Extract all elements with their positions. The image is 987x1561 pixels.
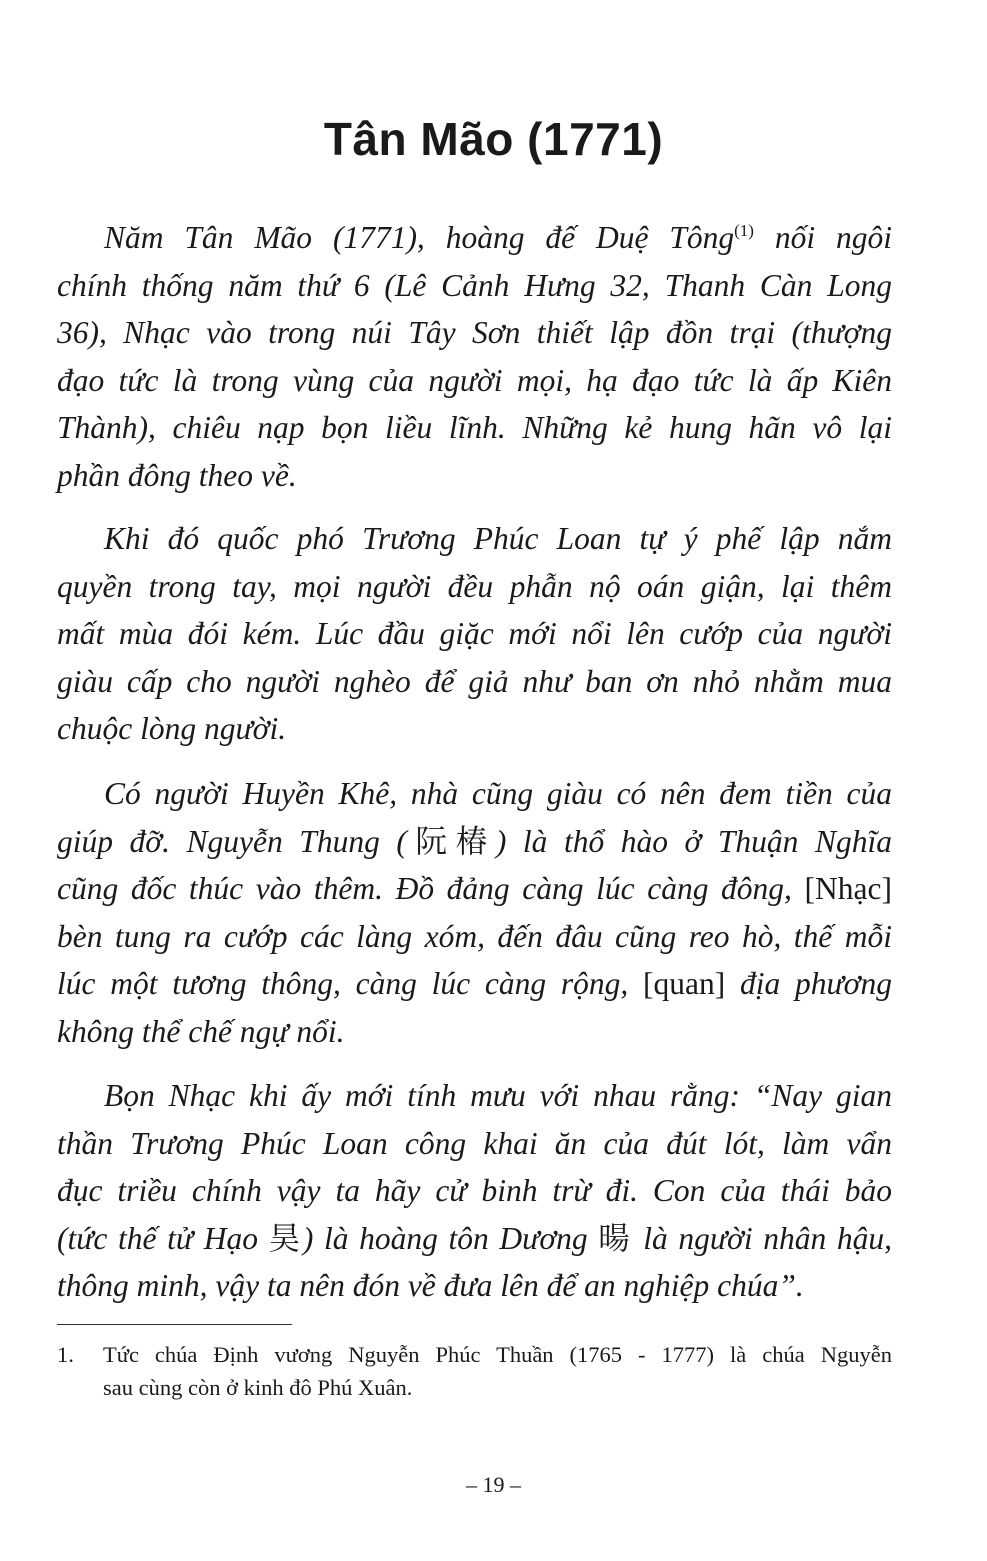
page-number: – 19 – xyxy=(466,1472,521,1497)
text-line: giúp đỡ. Nguyễn Thung (阮椿) là thổ hào ở Thuận Nghĩa xyxy=(57,823,892,859)
chapter-title: Tân Mão (1771) xyxy=(323,113,664,165)
text-line: Khi đó quốc phó Trương Phúc Loan tự ý phế lập nắm xyxy=(104,521,892,556)
text-line: 36), Nhạc vào trong núi Tây Sơn thiết lập đồn trại (thượng xyxy=(57,315,892,350)
paragraph-2 xyxy=(57,515,892,753)
footnote-marker[interactable]: (1) xyxy=(734,221,754,240)
text-line: lúc một tương thông, càng lúc càng rộng, [quan] địa phương xyxy=(57,966,892,1001)
footnote xyxy=(57,1338,892,1404)
text-line: thông minh, vậy ta nên đón về đưa lên để an nghiệp chúa”. xyxy=(57,1268,804,1303)
text-line: thần Trương Phúc Loan công khai ăn của đút lót, làm vẩn xyxy=(57,1125,892,1161)
text-line: giàu cấp cho người nghèo để giả như ban ơn nhỏ nhằm mua xyxy=(57,663,892,699)
text-line: phần đông theo về. xyxy=(57,457,297,493)
text-line: đạo tức là trong vùng của người mọi, hạ đạo tức là ấp Kiên xyxy=(57,362,892,398)
han-characters: 暘 xyxy=(598,1220,633,1256)
text-line: (tức thế tử Hạo 昊) là hoàng tôn Dương 暘 là người nhân hậu, xyxy=(57,1220,892,1256)
text-line: Năm Tân Mão (1771), hoàng đế Duệ Tông$^{(1)}$ nối ngôi xyxy=(104,220,892,255)
han-characters: 阮椿 xyxy=(406,823,496,859)
text-line: bèn tung ra cướp các làng xóm, đến đâu cũng reo hò, thế mỗi xyxy=(57,918,892,954)
text-line: Bọn Nhạc khi ấy mới tính mưu với nhau rằng: “Nay gian xyxy=(104,1078,892,1113)
text-line: cũng đốc thúc vào thêm. Đồ đảng càng lúc càng đông, [Nhạc] xyxy=(57,871,892,906)
text-line: không thể chế ngự nổi. xyxy=(57,1013,345,1049)
footnote-text: Tức chúa Định vương Nguyễn Phúc Thuần (1765 - 1777) là chúa Nguyễn sau cùng còn ở kinh đô Phú Xuân. xyxy=(103,1342,892,1400)
text-line: Có người Huyền Khê, nhà cũng giàu có nên đem tiền của xyxy=(104,776,892,811)
text-line: chuộc lòng người. xyxy=(57,711,287,746)
text-line: chính thống năm thứ 6 (Lê Cảnh Hưng 32, Thanh Càn Long xyxy=(57,267,892,303)
text-line: Thành), chiêu nạp bọn liều lĩnh. Những kẻ hung hãn vô lại xyxy=(57,410,892,445)
paragraph-3 xyxy=(57,770,892,1055)
footnote-divider xyxy=(57,1324,292,1325)
text-line: đục triều chính vậy ta hãy cử binh trừ đi. Con của thái bảo xyxy=(57,1173,892,1208)
paragraph-1 xyxy=(57,214,892,499)
paragraph-4 xyxy=(57,1072,892,1310)
text-line: quyền trong tay, mọi người đều phẫn nộ oán giận, lại thêm xyxy=(57,568,892,604)
footnote-number: 1. xyxy=(57,1342,74,1367)
text-line: mất mùa đói kém. Lúc đầu giặc mới nổi lên cướp của người xyxy=(57,616,892,651)
han-characters: 昊 xyxy=(268,1220,303,1256)
